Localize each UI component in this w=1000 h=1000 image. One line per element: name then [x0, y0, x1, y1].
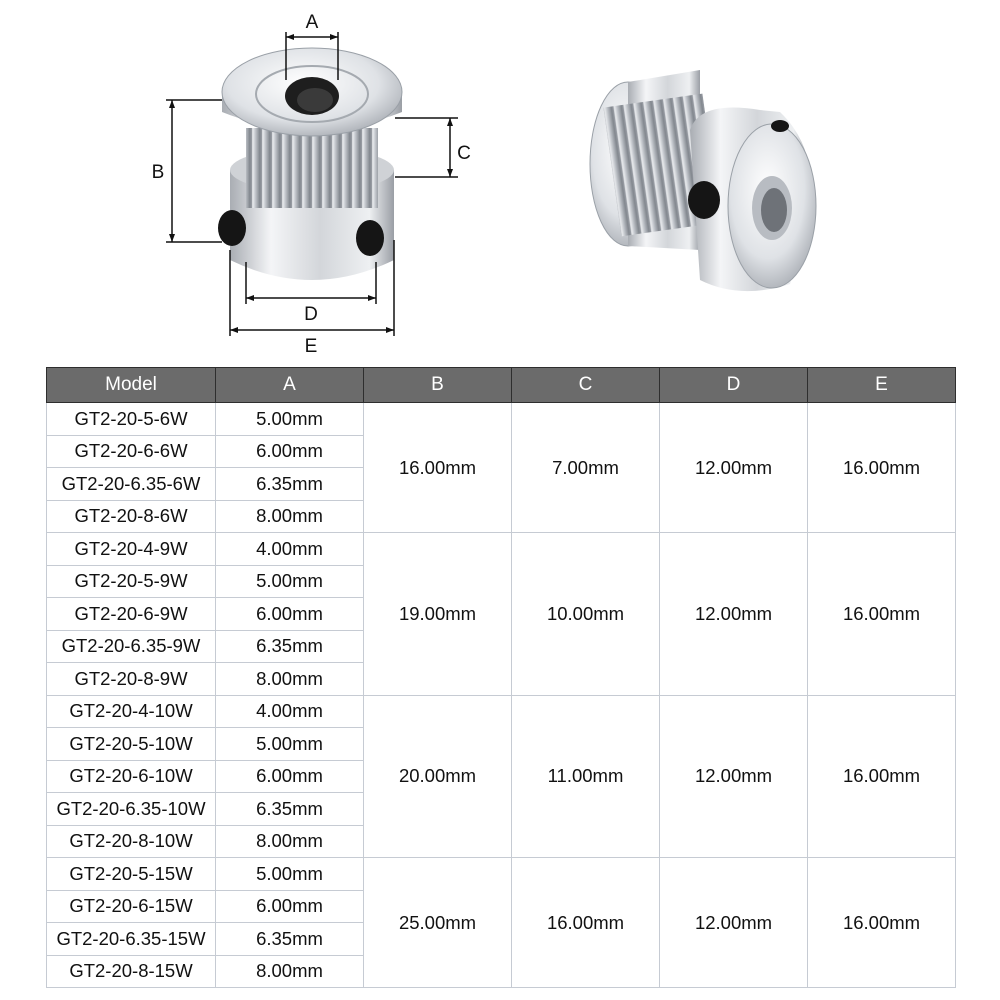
a-cell: 8.00mm: [216, 825, 364, 858]
header-d: D: [660, 368, 808, 403]
pulley-side-view: [590, 70, 816, 291]
a-cell: 5.00mm: [216, 565, 364, 598]
model-cell: GT2-20-6.35-15W: [47, 923, 216, 956]
e-cell: 16.00mm: [808, 533, 956, 696]
spec-table: [46, 367, 956, 988]
d-cell: 12.00mm: [660, 403, 808, 533]
e-cell: 16.00mm: [808, 403, 956, 533]
set-screw-icon: [218, 210, 246, 246]
set-screw-icon: [771, 120, 789, 132]
e-cell: 16.00mm: [808, 858, 956, 988]
a-cell: 5.00mm: [216, 728, 364, 761]
a-cell: 6.35mm: [216, 468, 364, 501]
a-cell: 6.00mm: [216, 890, 364, 923]
pulley-dimension-diagram: [0, 0, 1000, 368]
a-cell: 6.35mm: [216, 923, 364, 956]
pulley-teeth: [246, 128, 378, 208]
d-cell: 12.00mm: [660, 858, 808, 988]
label-b: B: [151, 162, 165, 183]
model-cell: GT2-20-4-9W: [47, 533, 216, 566]
header-a: A: [216, 368, 364, 403]
a-cell: 6.35mm: [216, 793, 364, 826]
model-cell: GT2-20-8-9W: [47, 663, 216, 696]
a-cell: 5.00mm: [216, 858, 364, 891]
model-cell: GT2-20-8-6W: [47, 500, 216, 533]
set-screw-icon: [688, 181, 720, 219]
model-cell: GT2-20-6-15W: [47, 890, 216, 923]
header-model: Model: [47, 368, 216, 403]
header-b: B: [364, 368, 512, 403]
table-row: [47, 403, 956, 436]
model-cell: GT2-20-6-9W: [47, 598, 216, 631]
d-cell: 12.00mm: [660, 533, 808, 696]
model-cell: GT2-20-6.35-10W: [47, 793, 216, 826]
a-cell: 5.00mm: [216, 403, 364, 436]
d-cell: 12.00mm: [660, 695, 808, 858]
b-cell: 20.00mm: [364, 695, 512, 858]
a-cell: 8.00mm: [216, 663, 364, 696]
a-cell: 8.00mm: [216, 500, 364, 533]
a-cell: 8.00mm: [216, 955, 364, 988]
header-e: E: [808, 368, 956, 403]
c-cell: 16.00mm: [512, 858, 660, 988]
model-cell: GT2-20-8-10W: [47, 825, 216, 858]
pulley-figure: [0, 0, 1000, 368]
a-cell: 6.00mm: [216, 435, 364, 468]
e-cell: 16.00mm: [808, 695, 956, 858]
model-cell: GT2-20-6.35-9W: [47, 630, 216, 663]
b-cell: 19.00mm: [364, 533, 512, 696]
label-e: E: [304, 336, 318, 357]
label-d: D: [304, 304, 318, 325]
a-cell: 4.00mm: [216, 695, 364, 728]
a-cell: 4.00mm: [216, 533, 364, 566]
c-cell: 11.00mm: [512, 695, 660, 858]
pulley-front-view: [218, 48, 402, 280]
a-cell: 6.35mm: [216, 630, 364, 663]
model-cell: GT2-20-4-10W: [47, 695, 216, 728]
model-cell: GT2-20-5-9W: [47, 565, 216, 598]
set-screw-icon: [356, 220, 384, 256]
bore-hole: [761, 188, 787, 232]
table-row: [47, 858, 956, 891]
c-cell: 7.00mm: [512, 403, 660, 533]
model-cell: GT2-20-5-6W: [47, 403, 216, 436]
table-row: [47, 533, 956, 566]
b-cell: 16.00mm: [364, 403, 512, 533]
label-c: C: [457, 143, 471, 164]
model-cell: GT2-20-6-10W: [47, 760, 216, 793]
a-cell: 6.00mm: [216, 760, 364, 793]
model-cell: GT2-20-8-15W: [47, 955, 216, 988]
header-c: C: [512, 368, 660, 403]
model-cell: GT2-20-5-10W: [47, 728, 216, 761]
c-cell: 10.00mm: [512, 533, 660, 696]
model-cell: GT2-20-6.35-6W: [47, 468, 216, 501]
table-row: [47, 695, 956, 728]
a-cell: 6.00mm: [216, 598, 364, 631]
model-cell: GT2-20-6-6W: [47, 435, 216, 468]
label-a: A: [305, 12, 319, 33]
model-cell: GT2-20-5-15W: [47, 858, 216, 891]
table-header-row: [47, 368, 956, 403]
b-cell: 25.00mm: [364, 858, 512, 988]
